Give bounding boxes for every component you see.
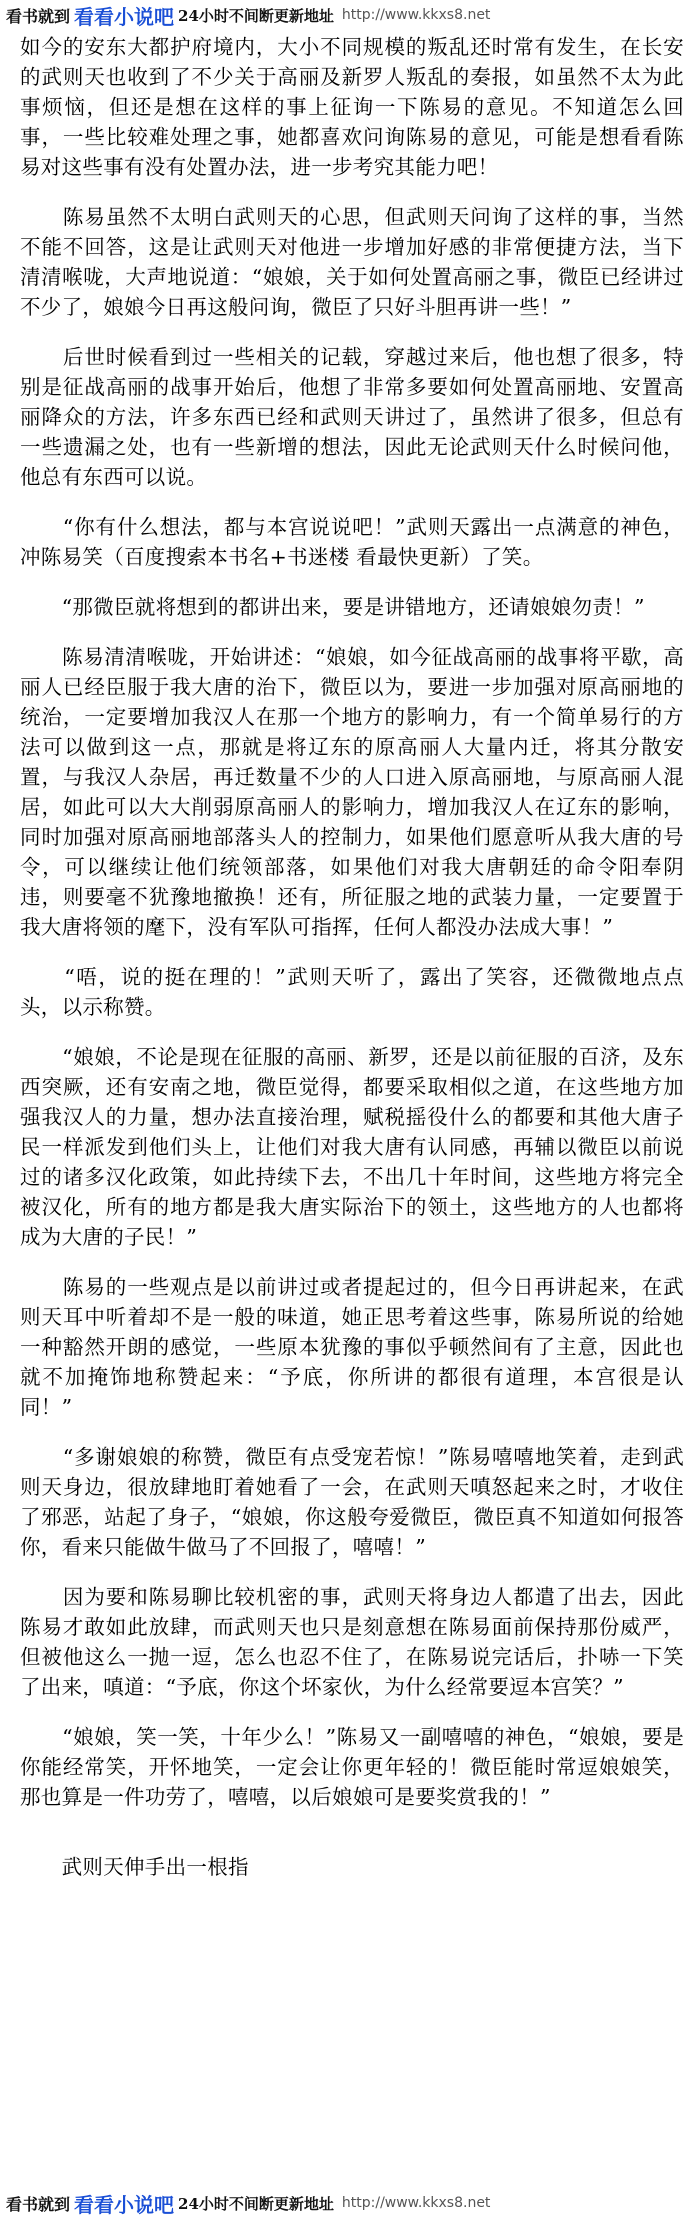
paragraph: 如今的安东大都护府境内，大小不同规模的叛乱还时常有发生，在长安的武则天也收到了不少关于高丽及新罗人叛乱的奏报，如虽然不太为此事烦恼，但还是想在这样的事上征询一下陈易的意见。不知道怎么回事，一些比较难处理之事，她都喜欢问询陈易的意见，可能是想看看陈易对这些事有没有处置办法，进一步考究其能力吧！ xyxy=(20,35,684,179)
banner-site-name[interactable]: 看看小说吧 xyxy=(74,2192,175,2217)
paragraph: “多谢娘娘的称赞，微臣有点受宠若惊！”陈易嘻嘻地笑着，走到武则天身边，很放肆地盯着她看了一会，在武则天嗔怒起来之时，才收住了邪恶，站起了身子，“娘娘，你这般夸爱微臣，微臣真不知道如何报答你，看来只能做牛做马了不回报了，嘻嘻！” xyxy=(20,1445,684,1559)
banner-prefix: 看书就到 xyxy=(6,2194,71,2214)
bottom-banner xyxy=(0,2188,700,2218)
paragraph: “唔，说的挺在理的！”武则天听了，露出了笑容，还微微地点点头，以示称赞。 xyxy=(20,965,684,1019)
banner-prefix: 看书就到 xyxy=(6,6,71,26)
paragraph: 陈易的一些观点是以前讲过或者提起过的，但今日再讲起来，在武则天耳中听着却不是一般的味道，她正思考着这些事，陈易所说的给她一种豁然开朗的感觉，一些原本犹豫的事似乎顿然间有了主意，因此也就不加掩饰地称赞起来：“予底，你所讲的都很有道理，本宫很是认同！” xyxy=(20,1275,684,1419)
paragraph: 武则天伸手出一根指 xyxy=(20,1855,249,1879)
paragraph: “娘娘，不论是现在征服的高丽、新罗，还是以前征服的百济，及东西突厥，还有安南之地，微臣觉得，都要采取相似之道，在这些地方加强我汉人的力量，想办法直接治理，赋税摇役什么的都要和其他大唐子民一样派发到他们头上，让他们对我大唐有认同感，再辅以微臣以前说过的诸多汉化政策，如此持续下去，不出几十年时间，这些地方将完全被汉化，所有的地方都是我大唐实际治下的领土，这些地方的人也都将成为大唐的子民！” xyxy=(20,1045,684,1249)
paragraph: “你有什么想法，都与本宫说说吧！”武则天露出一点满意的神色，冲陈易笑（百度搜索本书名+书迷楼 看最快更新）了笑。 xyxy=(20,515,684,569)
banner-url[interactable]: http://www.kkxs8.net xyxy=(341,2195,491,2211)
banner-update-text: 24小时不间断更新地址 xyxy=(178,6,334,25)
paragraph: 后世时候看到过一些相关的记载，穿越过来后，他也想了很多，特别是征战高丽的战事开始后，他想了非常多要如何处置高丽地、安置高丽降众的方法，许多东西已经和武则天讲过了，虽然讲了很多，但总有一些遗漏之处，也有一些新增的想法，因此无论武则天什么时候问他，他总有东西可以说。 xyxy=(20,345,684,489)
banner-site-name[interactable]: 看看小说吧 xyxy=(74,4,175,29)
paragraph: “娘娘，笑一笑，十年少么！”陈易又一副嘻嘻的神色，“娘娘，要是你能经常笑，开怀地笑，一定会让你更年轻的！微臣能时常逗娘娘笑，那也算是一件功劳了，嘻嘻，以后娘娘可是要奖赏我的！” xyxy=(20,1725,684,1809)
banner-update-text: 24小时不间断更新地址 xyxy=(178,2194,334,2213)
paragraph: 因为要和陈易聊比较机密的事，武则天将身边人都遣了出去，因此陈易才敢如此放肆，而武则天也只是刻意想在陈易面前保持那份威严，但被他这么一抛一逗，怎么也忍不住了，在陈易说完话后，扑哧一下笑了出来，嗔道：“予底，你这个坏家伙，为什么经常要逗本宫笑？” xyxy=(20,1585,684,1699)
banner-url[interactable]: http://www.kkxs8.net xyxy=(341,7,491,23)
chapter-body xyxy=(20,32,684,1882)
top-banner xyxy=(0,0,700,30)
paragraph: 陈易清清喉咙，开始讲述：“娘娘，如今征战高丽的战事将平歇，高丽人已经臣服于我大唐的治下，微臣以为，要进一步加强对原高丽地的统治，一定要增加我汉人在那一个地方的影响力，有一个简单易行的方法可以做到这一点，那就是将辽东的原高丽人大量内迁，将其分散安置，与我汉人杂居，再迁数量不少的人口进入原高丽地，与原高丽人混居，如此可以大大削弱原高丽人的影响力，增加我汉人在辽东的影响，同时加强对原高丽地部落头人的控制力，如果他们愿意听从我大唐的号令，可以继续让他们统领部落，如果他们对我大唐朝廷的命令阳奉阴违，则要毫不犹豫地撤换！还有，所征服之地的武装力量，一定要置于我大唐将领的麾下，没有军队可指挥，任何人都没办法成大事！” xyxy=(20,645,684,939)
paragraph: “那微臣就将想到的都讲出来，要是讲错地方，还请娘娘勿责！” xyxy=(20,595,645,619)
paragraph: 陈易虽然不太明白武则天的心思，但武则天问询了这样的事，当然不能不回答，这是让武则天对他进一步增加好感的非常便捷方法，当下清清喉咙，大声地说道：“娘娘，关于如何处置高丽之事，微臣已经讲过不少了，娘娘今日再这般问询，微臣了只好斗胆再讲一些！” xyxy=(20,205,684,319)
